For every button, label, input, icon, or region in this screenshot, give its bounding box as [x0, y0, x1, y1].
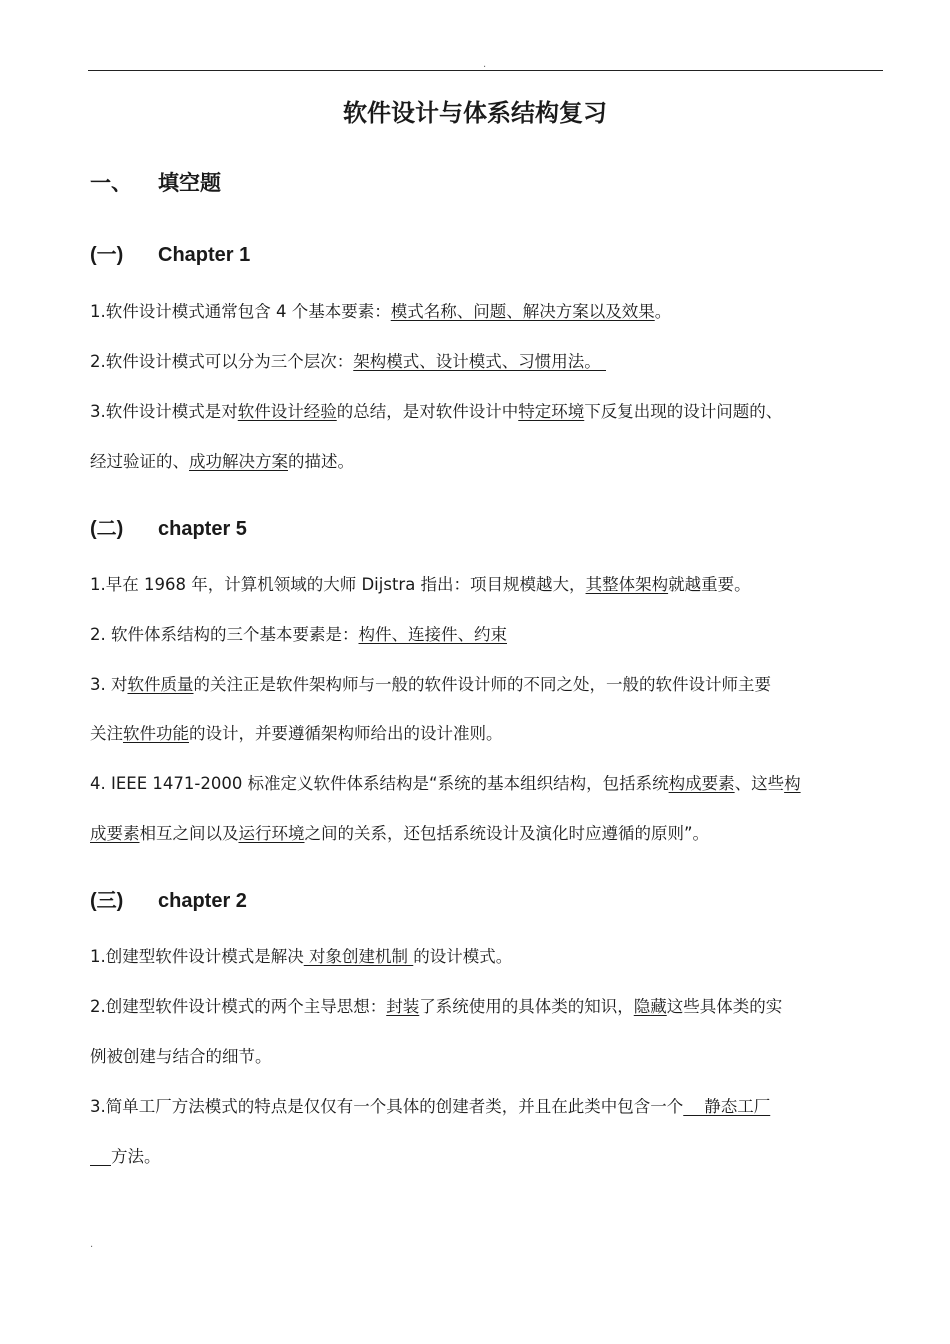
- question-text: 例被创建与结合的细节。: [90, 1047, 272, 1066]
- question-text: 1.软件设计模式通常包含 4 个基本要素：: [90, 302, 391, 321]
- question-2-2-line-2: [90, 1045, 272, 1069]
- part-label: 填空题: [158, 171, 221, 195]
- section-number: (三): [90, 890, 124, 912]
- page-title: 软件设计与体系结构复习: [343, 99, 607, 127]
- header-rule: [88, 70, 883, 71]
- question-2-1: [90, 945, 512, 969]
- question-text: 2. 软件体系结构的三个基本要素是：: [90, 625, 359, 644]
- answer-text: [90, 1147, 111, 1166]
- header-dot: .: [483, 59, 487, 70]
- question-text: 3. 对: [90, 675, 128, 694]
- question-1-3-line-1: [90, 400, 782, 424]
- answer-text: 软件设计经验: [237, 402, 337, 421]
- answer-text: 对象创建机制: [303, 947, 414, 966]
- answer-text: 成要素: [90, 824, 140, 843]
- question-2-3-line-1: [90, 1095, 770, 1119]
- answer-text: 运行环境: [238, 824, 305, 843]
- question-text: 相互之间以及: [139, 824, 239, 843]
- question-text: 的设计模式。: [413, 947, 513, 966]
- question-text: 这些具体类的实: [666, 997, 783, 1016]
- question-text: 2.创建型软件设计模式的两个主导思想：: [90, 997, 387, 1016]
- answer-text: 构: [784, 774, 801, 793]
- question-text: 的总结，是对软件设计中: [336, 402, 519, 421]
- question-text: 就越重要。: [668, 575, 751, 594]
- question-1-2: [90, 350, 606, 374]
- section-heading-chapter-2: [90, 885, 247, 916]
- question-text: 之间的关系，还包括系统设计及演化时应遵循的原则”。: [304, 824, 710, 843]
- question-text: 、这些: [734, 774, 785, 793]
- question-5-4-line-1: [90, 772, 801, 796]
- answer-text: 静态工厂: [683, 1097, 771, 1116]
- question-2-3-line-2: [90, 1145, 160, 1169]
- question-text: 4. IEEE 1471-2000 标准定义软件体系结构是“系统的基本组织结构，包括系统: [90, 774, 669, 793]
- part-number: 一、: [90, 171, 132, 195]
- question-1-1: [90, 300, 671, 324]
- question-text: 下反复出现的设计问题的、: [584, 402, 783, 421]
- section-heading-chapter-1: [90, 239, 250, 270]
- section-label: chapter 2: [158, 890, 247, 912]
- question-5-3-line-1: [90, 673, 771, 697]
- answer-text: 模式名称、问题、解决方案以及效果: [390, 302, 655, 321]
- answer-text: 软件功能: [123, 724, 189, 743]
- answer-text: 特定环境: [518, 402, 585, 421]
- question-text: 关注: [90, 724, 123, 743]
- section-label: Chapter 1: [158, 244, 251, 266]
- answer-text: 其整体架构: [585, 575, 669, 594]
- section-heading-chapter-5: [90, 513, 247, 544]
- answer-text: 构件、连接件、约束: [358, 625, 507, 644]
- answer-text: 隐藏: [633, 997, 667, 1016]
- question-text: 的设计，并要遵循架构师给出的设计准则。: [189, 724, 503, 743]
- answer-text: 成功解决方案: [189, 452, 288, 471]
- question-text: 。: [654, 302, 672, 321]
- answer-text: 架构模式、设计模式、习惯用法。: [353, 352, 606, 371]
- answer-text: 封装: [386, 997, 420, 1016]
- question-text: 3.简单工厂方法模式的特点是仅仅有一个具体的创建者类，并且在此类中包含一个: [90, 1097, 684, 1116]
- question-text: 了系统使用的具体类的知识，: [419, 997, 634, 1016]
- question-2-2-line-1: [90, 995, 782, 1019]
- section-label: chapter 5: [158, 518, 247, 540]
- question-text: 经过验证的、: [90, 452, 189, 471]
- question-5-3-line-2: [90, 722, 503, 746]
- answer-text: 构成要素: [668, 774, 735, 793]
- question-text: 的描述。: [288, 452, 354, 471]
- question-text: 1.早在 1968 年，计算机领域的大师 Dijstra 指出：项目规模越大，: [90, 575, 586, 594]
- question-text: 1.创建型软件设计模式是解决: [90, 947, 304, 966]
- question-1-3-line-2: [90, 450, 354, 474]
- section-number: (二): [90, 518, 124, 540]
- section-number: (一): [90, 244, 124, 266]
- question-text: 3.软件设计模式是对: [90, 402, 238, 421]
- question-text: 的关注正是软件架构师与一般的软件设计师的不同之处，一般的软件设计师主要: [193, 675, 771, 694]
- question-5-4-line-2: [90, 822, 709, 846]
- part-heading-fill-in-blank: [90, 168, 221, 198]
- footer-dot: .: [90, 1239, 94, 1250]
- question-text: 2.软件设计模式可以分为三个层次：: [90, 352, 354, 371]
- answer-text: 软件质量: [127, 675, 194, 694]
- question-text: 方法。: [110, 1147, 161, 1166]
- question-5-1: [90, 573, 751, 597]
- question-5-2: [90, 623, 507, 647]
